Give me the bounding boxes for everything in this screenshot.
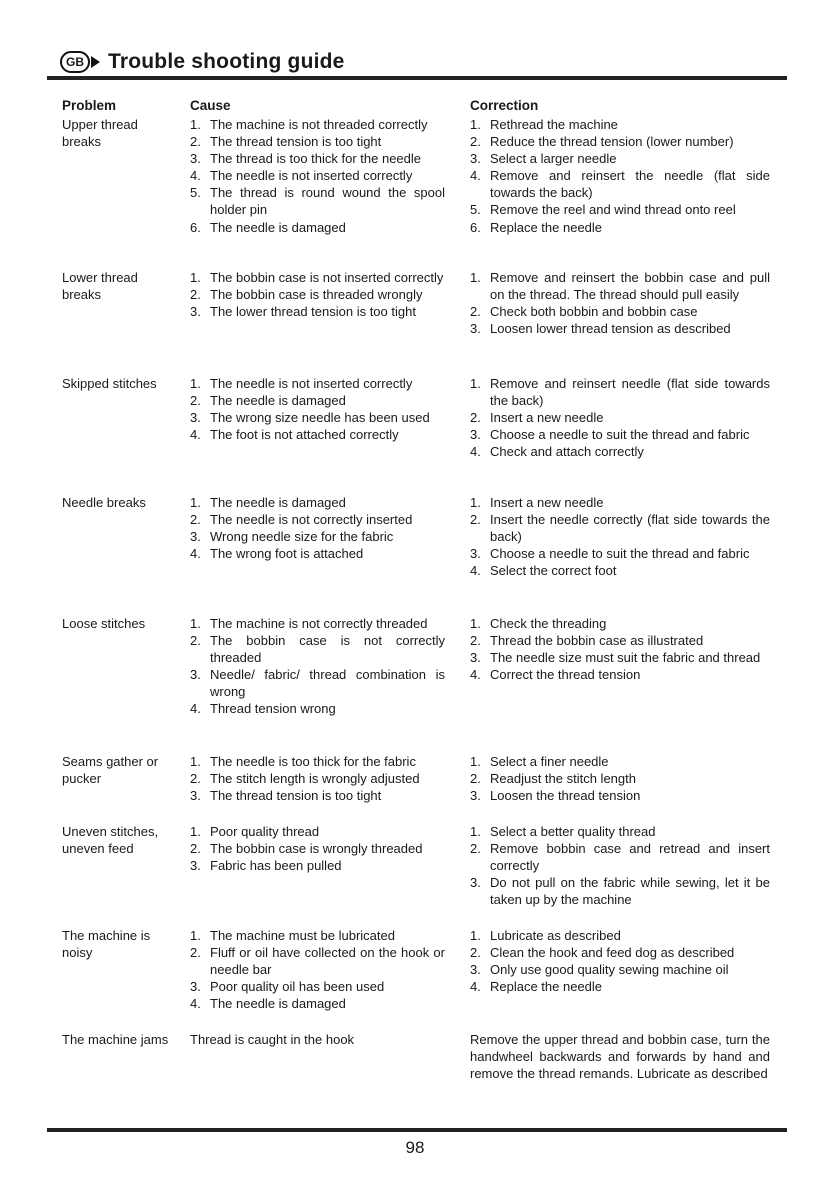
item-text: Remove and reinsert needle (flat side towards the back) bbox=[490, 376, 770, 409]
item-text: The wrong size needle has been used bbox=[210, 410, 430, 426]
item-number: 2. bbox=[470, 841, 481, 857]
item-text: The needle is damaged bbox=[210, 393, 346, 409]
item-number: 1. bbox=[470, 824, 481, 839]
list-item bbox=[470, 787, 770, 804]
item-number: 2. bbox=[470, 410, 481, 426]
problem-cell: Upper thread breaks bbox=[62, 117, 138, 150]
list-item bbox=[470, 874, 770, 908]
problem-cell: Needle breaks bbox=[62, 495, 146, 510]
item-number: 2. bbox=[190, 841, 201, 857]
item-text: The machine must be lubricated bbox=[210, 928, 395, 943]
item-text: The needle size must suit the fabric and thread bbox=[490, 650, 761, 666]
item-number: 2. bbox=[470, 771, 481, 787]
list-item bbox=[190, 303, 445, 320]
list-item bbox=[470, 116, 770, 133]
correction-cell bbox=[470, 823, 770, 908]
item-text: Lubricate as described bbox=[490, 928, 621, 943]
item-number: 1. bbox=[470, 928, 481, 943]
cause-cell bbox=[190, 494, 445, 562]
item-number: 4. bbox=[470, 168, 481, 184]
top-rule bbox=[47, 76, 787, 80]
list-item bbox=[190, 511, 445, 528]
list-item bbox=[190, 116, 445, 133]
item-number: 5. bbox=[470, 202, 481, 218]
list-item bbox=[190, 133, 445, 150]
language-badge: GB bbox=[60, 51, 90, 73]
item-text: The thread is too thick for the needle bbox=[210, 151, 422, 167]
item-text: The bobbin case is threaded wrongly bbox=[210, 287, 423, 303]
item-number: 1. bbox=[190, 616, 201, 631]
item-text: The machine is not correctly threaded bbox=[210, 616, 428, 631]
item-text: The needle is not inserted correctly bbox=[210, 168, 413, 184]
list-item bbox=[470, 823, 770, 840]
item-number: 2. bbox=[470, 512, 481, 528]
list-item bbox=[470, 426, 770, 443]
list-item bbox=[190, 857, 445, 874]
problem-cell: Lower thread breaks bbox=[62, 270, 138, 303]
list-item bbox=[190, 753, 445, 770]
correction-cell bbox=[470, 753, 770, 804]
item-text: Loosen the thread tension bbox=[490, 788, 641, 804]
item-text: The needle is damaged bbox=[210, 996, 346, 1012]
item-number: 2. bbox=[190, 633, 201, 649]
list-item bbox=[470, 840, 770, 874]
item-text: Choose a needle to suit the thread and fabric bbox=[490, 427, 750, 443]
item-text: The needle is not inserted correctly bbox=[210, 376, 413, 391]
list-item bbox=[190, 632, 445, 666]
list-item bbox=[190, 269, 445, 286]
item-number: 3. bbox=[470, 151, 481, 167]
item-number: 5. bbox=[190, 185, 201, 201]
item-text: Remove and reinsert the bobbin case and pull on the thread. The thread should pull easily bbox=[490, 270, 770, 303]
item-text: The bobbin case is not inserted correctly bbox=[210, 270, 444, 285]
list-item bbox=[470, 320, 770, 337]
item-text: The stitch length is wrongly adjusted bbox=[210, 771, 420, 787]
list-item bbox=[470, 303, 770, 320]
item-number: 2. bbox=[470, 134, 481, 150]
item-number: 1. bbox=[470, 376, 481, 391]
item-text: Wrong needle size for the fabric bbox=[210, 529, 394, 545]
item-number: 3. bbox=[190, 410, 201, 426]
list-item bbox=[190, 666, 445, 700]
list-item bbox=[470, 944, 770, 961]
list-item bbox=[470, 219, 770, 236]
item-text: The thread tension is too tight bbox=[210, 788, 382, 804]
item-number: 2. bbox=[470, 304, 481, 320]
item-text: The thread tension is too tight bbox=[210, 134, 382, 150]
item-text: The lower thread tension is too tight bbox=[210, 304, 416, 320]
item-text: The thread is round wound the spool holder pin bbox=[210, 185, 445, 218]
list-item bbox=[470, 649, 770, 666]
item-text: The needle is damaged bbox=[210, 219, 346, 235]
item-text: The machine is not threaded correctly bbox=[210, 117, 428, 132]
item-text: Readjust the stitch length bbox=[490, 771, 636, 787]
item-text: Do not pull on the fabric while sewing, let it be taken up by the machine bbox=[490, 875, 770, 908]
list-item bbox=[470, 666, 770, 683]
item-number: 3. bbox=[470, 427, 481, 443]
item-text: The needle is not correctly inserted bbox=[210, 512, 413, 528]
problem-header: Problem bbox=[62, 98, 117, 113]
list-item bbox=[470, 269, 770, 303]
item-number: 3. bbox=[190, 667, 201, 683]
list-item bbox=[470, 409, 770, 426]
list-item bbox=[190, 150, 445, 167]
item-text: Check and attach correctly bbox=[490, 444, 644, 460]
list-item bbox=[190, 995, 445, 1012]
item-text: Select a finer needle bbox=[490, 754, 609, 769]
item-text: The needle is too thick for the fabric bbox=[210, 754, 416, 769]
item-text: Fluff or oil have collected on the hook or needle bar bbox=[210, 945, 445, 978]
item-text: Poor quality oil has been used bbox=[210, 979, 385, 995]
list-item bbox=[190, 167, 445, 184]
item-number: 2. bbox=[190, 945, 201, 961]
correction-cell bbox=[470, 927, 770, 995]
item-number: 3. bbox=[190, 151, 201, 167]
item-number: 2. bbox=[190, 287, 201, 303]
cause-cell bbox=[190, 116, 445, 236]
arrow-icon bbox=[91, 56, 100, 68]
list-item bbox=[190, 392, 445, 409]
item-text: The foot is not attached correctly bbox=[210, 427, 399, 443]
correction-cell bbox=[470, 269, 770, 337]
item-text: The bobbin case is wrongly threaded bbox=[210, 841, 423, 857]
item-number: 1. bbox=[470, 495, 481, 510]
item-text: Insert the needle correctly (flat side towards the back) bbox=[490, 512, 770, 545]
item-text: Select the correct foot bbox=[490, 563, 617, 579]
item-number: 4. bbox=[190, 168, 201, 184]
bottom-rule bbox=[47, 1128, 787, 1132]
correction-cell bbox=[470, 615, 770, 683]
item-text: Select a larger needle bbox=[490, 151, 617, 167]
item-number: 3. bbox=[470, 788, 481, 804]
item-number: 3. bbox=[470, 875, 481, 891]
item-number: 4. bbox=[470, 667, 481, 683]
item-number: 3. bbox=[470, 650, 481, 666]
item-text: Remove bobbin case and retread and insert correctly bbox=[490, 841, 770, 874]
list-item bbox=[470, 615, 770, 632]
item-number: 3. bbox=[470, 321, 481, 337]
list-item bbox=[190, 978, 445, 995]
problem-cell: Seams gather or pucker bbox=[62, 754, 159, 787]
item-text: Insert a new needle bbox=[490, 410, 604, 426]
page-number: 98 bbox=[405, 1138, 425, 1157]
list-item bbox=[190, 700, 445, 717]
list-item bbox=[470, 632, 770, 649]
item-number: 6. bbox=[470, 219, 481, 235]
correction-cell: Remove the upper thread and bobbin case, turn the handwheel backwards and forwards by hand and remove the thread remands. Lubricate as described bbox=[470, 1032, 770, 1082]
item-text: Loosen lower thread tension as described bbox=[490, 321, 731, 337]
list-item bbox=[190, 545, 445, 562]
item-number: 3. bbox=[190, 858, 201, 874]
item-number: 4. bbox=[470, 563, 481, 579]
item-number: 1. bbox=[470, 270, 481, 285]
item-number: 1. bbox=[470, 117, 481, 132]
item-number: 1. bbox=[190, 495, 201, 510]
item-text: Select a better quality thread bbox=[490, 824, 656, 839]
item-text: Remove and reinsert the needle (flat side towards the back) bbox=[490, 168, 770, 201]
item-number: 1. bbox=[190, 376, 201, 391]
list-item bbox=[190, 927, 445, 944]
cause-cell bbox=[190, 269, 445, 320]
item-number: 3. bbox=[190, 979, 201, 995]
item-number: 2. bbox=[470, 633, 481, 649]
item-number: 2. bbox=[470, 945, 481, 961]
item-number: 1. bbox=[190, 928, 201, 943]
item-text: Fabric has been pulled bbox=[210, 858, 342, 874]
page-header bbox=[60, 50, 345, 74]
correction-cell bbox=[470, 116, 770, 236]
cause-cell bbox=[190, 753, 445, 804]
item-text: The wrong foot is attached bbox=[210, 546, 364, 562]
item-number: 4. bbox=[190, 701, 201, 717]
list-item bbox=[470, 562, 770, 579]
list-item bbox=[470, 133, 770, 150]
list-item bbox=[470, 770, 770, 787]
list-item bbox=[190, 426, 445, 443]
cause-cell bbox=[190, 375, 445, 443]
list-item bbox=[470, 545, 770, 562]
item-number: 1. bbox=[190, 117, 201, 132]
item-text: Check the threading bbox=[490, 616, 607, 631]
item-text: The needle is damaged bbox=[210, 495, 346, 510]
item-text: Correct the thread tension bbox=[490, 667, 641, 683]
correction-header: Correction bbox=[470, 98, 539, 113]
item-text: Check both bobbin and bobbin case bbox=[490, 304, 698, 320]
cause-header: Cause bbox=[190, 98, 231, 113]
item-number: 4. bbox=[190, 546, 201, 562]
item-number: 1. bbox=[190, 270, 201, 285]
item-number: 1. bbox=[190, 754, 201, 769]
item-number: 3. bbox=[470, 546, 481, 562]
list-item bbox=[470, 978, 770, 995]
item-text: Needle/ fabric/ thread combination is wrong bbox=[210, 667, 445, 700]
page-title: Trouble shooting guide bbox=[108, 50, 345, 73]
list-item bbox=[190, 770, 445, 787]
list-item bbox=[470, 961, 770, 978]
item-number: 3. bbox=[190, 304, 201, 320]
item-number: 4. bbox=[470, 444, 481, 460]
list-item bbox=[470, 927, 770, 944]
item-number: 1. bbox=[470, 616, 481, 631]
item-text: Insert a new needle bbox=[490, 495, 604, 510]
list-item bbox=[190, 944, 445, 978]
item-number: 2. bbox=[190, 512, 201, 528]
item-text: Poor quality thread bbox=[210, 824, 320, 839]
list-item bbox=[190, 787, 445, 804]
list-item bbox=[470, 150, 770, 167]
list-item bbox=[190, 375, 445, 392]
problem-cell: Skipped stitches bbox=[62, 376, 157, 391]
list-item bbox=[470, 511, 770, 545]
item-text: Thread tension wrong bbox=[210, 701, 336, 717]
list-item bbox=[190, 840, 445, 857]
item-text: Remove the reel and wind thread onto reel bbox=[490, 202, 736, 218]
list-item bbox=[470, 443, 770, 460]
list-item bbox=[190, 219, 445, 236]
list-item bbox=[190, 286, 445, 303]
item-number: 2. bbox=[190, 771, 201, 787]
item-number: 2. bbox=[190, 134, 201, 150]
cause-cell bbox=[190, 823, 445, 874]
item-text: Clean the hook and feed dog as described bbox=[490, 945, 735, 961]
item-number: 6. bbox=[190, 219, 201, 235]
item-number: 2. bbox=[190, 393, 201, 409]
item-number: 3. bbox=[190, 529, 201, 545]
item-text: Rethread the machine bbox=[490, 117, 618, 132]
problem-cell: Loose stitches bbox=[62, 616, 146, 631]
problem-cell: Uneven stitches, uneven feed bbox=[62, 824, 159, 857]
item-number: 4. bbox=[470, 979, 481, 995]
item-text: Only use good quality sewing machine oil bbox=[490, 962, 729, 978]
cause-cell bbox=[190, 615, 445, 718]
list-item bbox=[470, 753, 770, 770]
item-text: Thread the bobbin case as illustrated bbox=[490, 633, 704, 649]
list-item bbox=[190, 615, 445, 632]
list-item bbox=[190, 184, 445, 218]
item-number: 3. bbox=[470, 962, 481, 978]
item-number: 4. bbox=[190, 996, 201, 1012]
problem-cell: The machine is noisy bbox=[62, 928, 151, 961]
correction-cell bbox=[470, 375, 770, 460]
cause-cell: Thread is caught in the hook bbox=[190, 1032, 355, 1047]
item-text: Replace the needle bbox=[490, 219, 603, 235]
cause-cell bbox=[190, 927, 445, 1012]
item-number: 4. bbox=[190, 427, 201, 443]
list-item bbox=[190, 409, 445, 426]
list-item bbox=[190, 823, 445, 840]
correction-cell bbox=[470, 494, 770, 579]
list-item bbox=[470, 375, 770, 409]
item-number: 3. bbox=[190, 788, 201, 804]
item-number: 1. bbox=[190, 824, 201, 839]
problem-cell: The machine jams bbox=[62, 1032, 169, 1047]
item-number: 1. bbox=[470, 754, 481, 769]
item-text: The bobbin case is not correctly threaded bbox=[210, 633, 445, 666]
list-item bbox=[190, 528, 445, 545]
list-item bbox=[190, 494, 445, 511]
item-text: Choose a needle to suit the thread and fabric bbox=[490, 546, 750, 562]
item-text: Reduce the thread tension (lower number) bbox=[490, 134, 734, 150]
item-text: Replace the needle bbox=[490, 979, 603, 995]
list-item bbox=[470, 494, 770, 511]
list-item bbox=[470, 201, 770, 218]
list-item bbox=[470, 167, 770, 201]
